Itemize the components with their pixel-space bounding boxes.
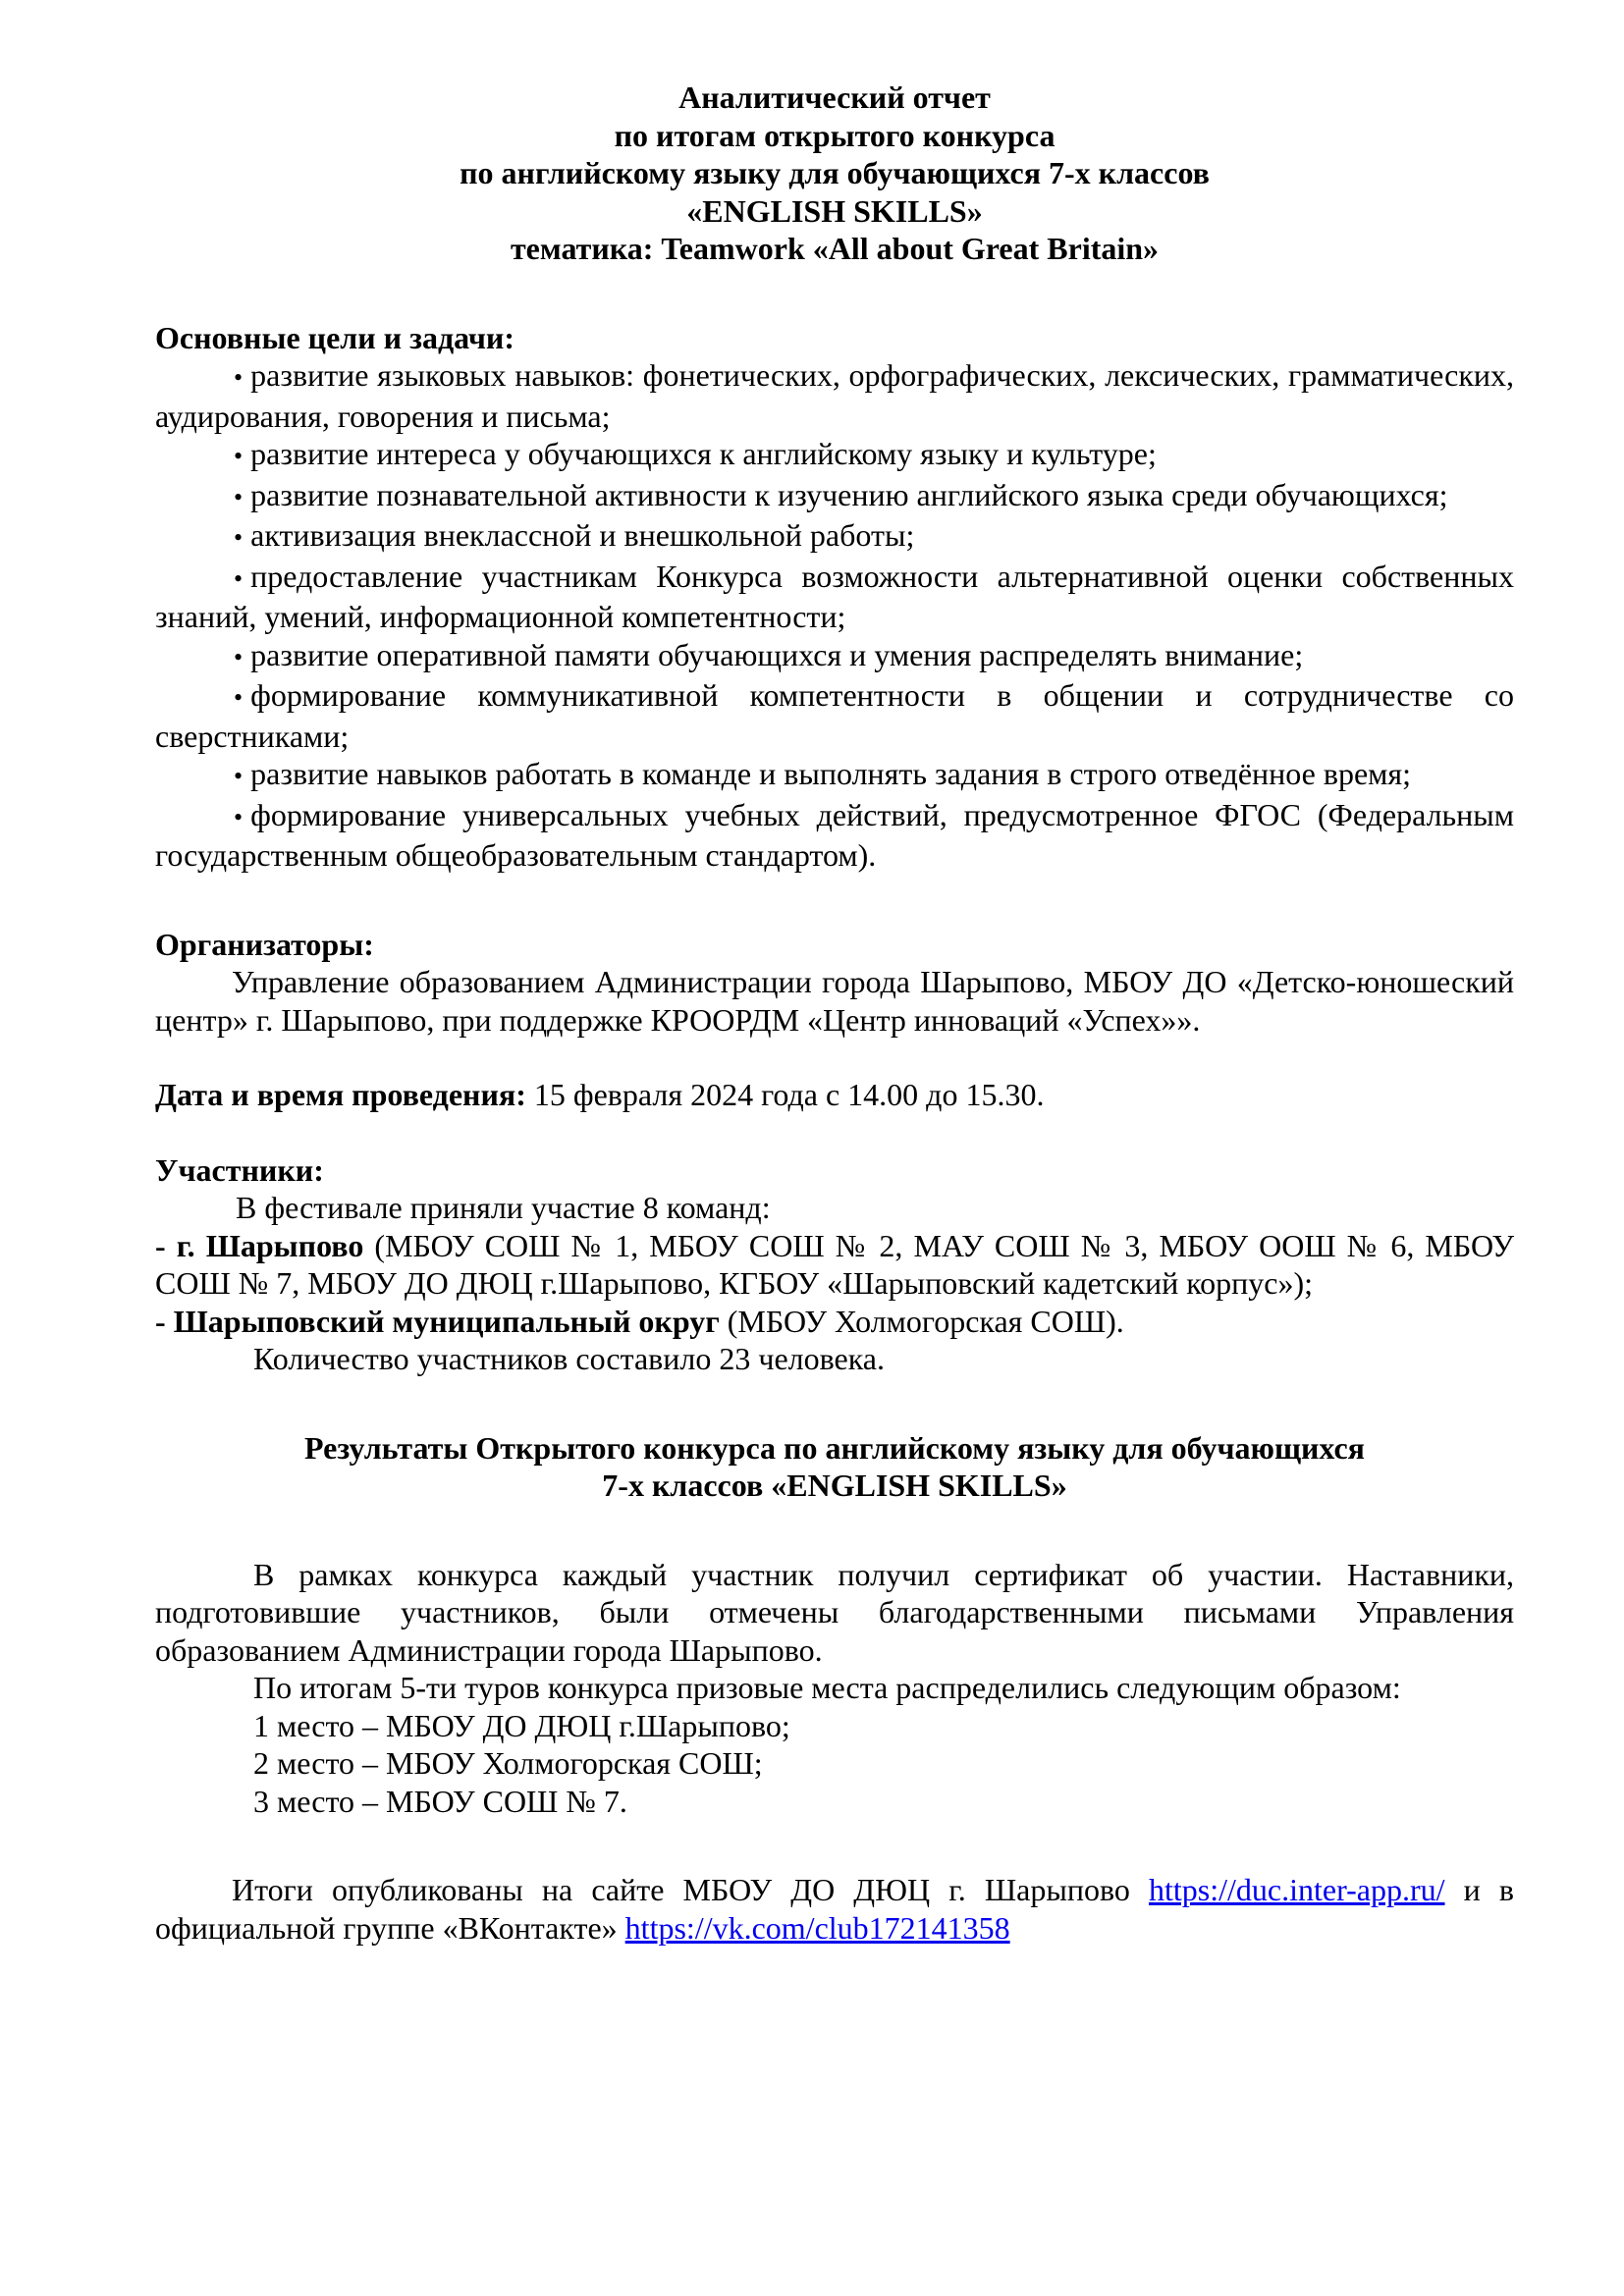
date-line bbox=[155, 1076, 1514, 1114]
published-paragraph bbox=[155, 1871, 1514, 1947]
organizers-heading: Организаторы: bbox=[155, 926, 374, 962]
bullet-icon: • bbox=[234, 683, 244, 712]
results-heading-1: Результаты Открытого конкурса по английскому языку для обучающихся bbox=[304, 1429, 1365, 1466]
bullet-icon: • bbox=[234, 363, 244, 392]
spacer bbox=[155, 1505, 1514, 1556]
participants-intro: В фестивале приняли участие 8 команд: bbox=[236, 1190, 771, 1225]
place-3: 3 место – МБОУ СОШ № 7. bbox=[253, 1783, 627, 1819]
group-city-label: - г. Шарыпово bbox=[155, 1227, 364, 1263]
participants-heading: Участники: bbox=[155, 1151, 324, 1188]
report-title: Аналитический отчет bbox=[678, 80, 991, 115]
vk-link[interactable]: https://vk.com/club172141358 bbox=[624, 1909, 1010, 1946]
goal-item bbox=[155, 435, 1514, 476]
results-paragraph-1: В рамках конкурса каждый участник получил сертификат об участии. Наставники, подготовившие участников, были отмечены благодарственными письмами Управления образованием Администрации города Шарыпово. bbox=[155, 1556, 1514, 1668]
bullet-icon: • bbox=[234, 442, 244, 470]
group-city-text: (МБОУ СОШ № 1, МБОУ СОШ № 2, МАУ СОШ № 3, МБОУ ООШ № 6, МБОУ СОШ № 7, МБОУ ДО ДЮЦ г.Шарыпово, КГБОУ «Шарыповский кадетский корпус»); bbox=[155, 1227, 1515, 1301]
bullet-icon: • bbox=[234, 523, 244, 552]
goal-item bbox=[155, 476, 1514, 517]
results-heading-2: 7-х классов «ENGLISH SKILLS» bbox=[602, 1468, 1067, 1503]
date-value: 15 февраля 2024 года с 14.00 до 15.30. bbox=[525, 1077, 1045, 1112]
published-text-2: и в официальной группе «ВКонтакте» bbox=[155, 1872, 1515, 1946]
goal-item bbox=[155, 356, 1514, 435]
participants-group-district bbox=[155, 1303, 1514, 1341]
goal-text: развитие познавательной активности к изучению английского языка среди обучающихся; bbox=[250, 476, 1448, 512]
report-subtitle-4: тематика: Teamwork «All about Great Britain» bbox=[510, 231, 1160, 266]
goals-heading: Основные цели и задачи: bbox=[155, 319, 515, 355]
participants-group-city bbox=[155, 1227, 1514, 1303]
spacer bbox=[155, 268, 1514, 319]
spacer bbox=[155, 875, 1514, 926]
goal-text: развитие оперативной памяти обучающихся и умения распределять внимание; bbox=[250, 636, 1304, 672]
spacer bbox=[155, 1378, 1514, 1429]
goal-item bbox=[155, 636, 1514, 677]
spacer bbox=[155, 1114, 1514, 1151]
group-district-text: (МБОУ Холмогорская СОШ). bbox=[719, 1303, 1124, 1339]
bullet-icon: • bbox=[234, 762, 244, 790]
bullet-icon: • bbox=[234, 563, 244, 593]
report-subtitle-1: по итогам открытого конкурса bbox=[614, 117, 1056, 153]
bullet-icon: • bbox=[234, 482, 244, 511]
goal-item bbox=[155, 558, 1514, 636]
goal-text: активизация внеклассной и внешкольной работы; bbox=[250, 517, 915, 553]
organizers-text: Управление образованием Администрации города Шарыпово, МБОУ ДО «Детско-юношеский центр» г. Шарыпово, при поддержке КРООРДМ «Центр инноваций «Успех»». bbox=[155, 964, 1514, 1038]
date-label: Дата и время проведения: bbox=[155, 1077, 526, 1112]
spacer bbox=[155, 1039, 1514, 1076]
spacer bbox=[155, 1820, 1514, 1871]
published-text-1: Итоги опубликованы на сайте МБОУ ДО ДЮЦ г. Шарыпово bbox=[232, 1872, 1150, 1907]
place-2: 2 место – МБОУ Холмогорская СОШ; bbox=[253, 1745, 763, 1781]
goal-text: предоставление участникам Конкурса возможности альтернативной оценки собственных знаний, умений, информационной компетентности; bbox=[155, 558, 1514, 634]
goal-item bbox=[155, 755, 1514, 796]
bullet-icon: • bbox=[234, 642, 244, 671]
goals-list bbox=[155, 356, 1514, 875]
bullet-icon: • bbox=[234, 802, 244, 831]
goal-item bbox=[155, 676, 1514, 755]
report-subtitle-2: по английскому языку для обучающихся 7-х классов bbox=[460, 155, 1210, 190]
report-subtitle-3: «ENGLISH SKILLS» bbox=[686, 192, 983, 229]
goal-text: формирование универсальных учебных действий, предусмотренное ФГОС (Федеральным государственным общеобразовательным стандартом). bbox=[155, 796, 1514, 873]
goal-text: развитие интереса у обучающихся к английскому языку и культуре; bbox=[250, 436, 1157, 471]
results-paragraph-2: По итогам 5-ти туров конкурса призовые места распределились следующим образом: bbox=[253, 1670, 1401, 1705]
place-1: 1 место – МБОУ ДО ДЮЦ г.Шарыпово; bbox=[253, 1707, 790, 1743]
participants-count: Количество участников составило 23 человека. bbox=[253, 1341, 885, 1376]
goal-text: развитие навыков работать в команде и выполнять задания в строго отведённое время; bbox=[250, 756, 1412, 791]
group-district-label: - Шарыповский муниципальный округ bbox=[155, 1303, 720, 1339]
goal-item bbox=[155, 796, 1514, 875]
site-link[interactable]: https://duc.inter-app.ru/ bbox=[1149, 1872, 1445, 1907]
goal-text: развитие языковых навыков: фонетических, орфографических, лексических, грамматических, аудирования, говорения и письма; bbox=[155, 357, 1514, 434]
goal-item bbox=[155, 516, 1514, 558]
goal-text: формирование коммуникативной компетентности в общении и сотрудничестве со сверстниками; bbox=[155, 677, 1514, 754]
